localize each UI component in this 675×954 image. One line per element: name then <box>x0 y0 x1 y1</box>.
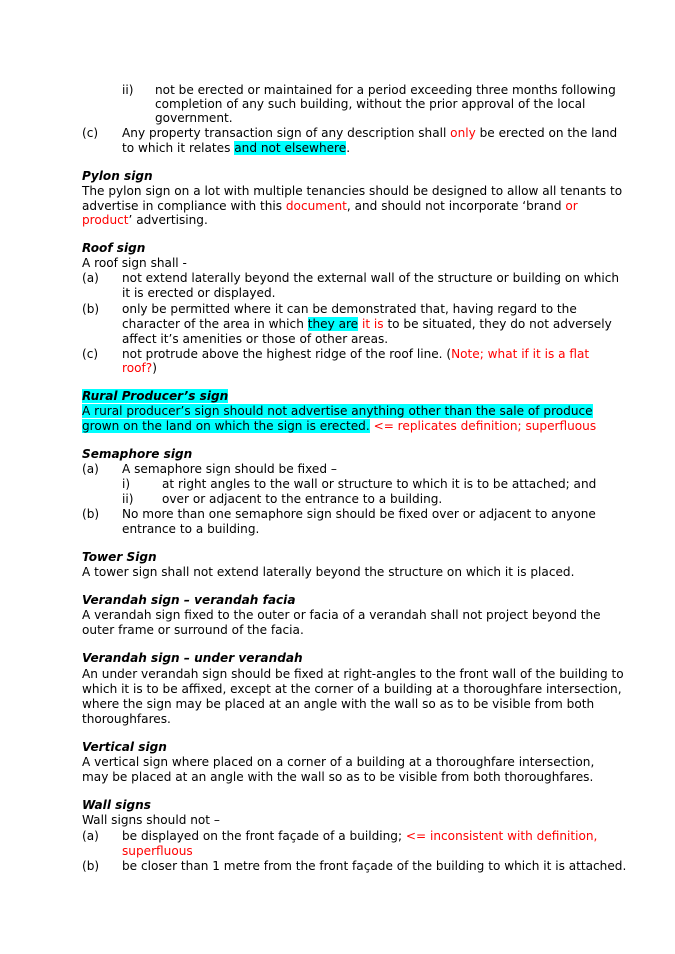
tracked-insertion: only <box>450 126 476 140</box>
section-heading: Wall signs <box>82 798 151 812</box>
highlighted-text: A rural producer’s sign should not advertise anything other than the sale of produce <box>82 404 593 418</box>
highlighted-text: they are <box>307 317 359 331</box>
text-run: to be situated, they do not adversely <box>383 317 612 331</box>
body-text: not extend laterally beyond the external wall of the structure or building on which <box>122 271 620 285</box>
review-comment: <= replicates definition; superfluous <box>369 419 597 433</box>
body-text: which it is to be affixed, except at the corner of a building at a thoroughfare intersection, <box>82 682 622 696</box>
body-text: An under verandah sign should be fixed at right-angles to the front wall of the building to <box>82 667 624 681</box>
body-text <box>122 361 157 375</box>
list-marker: (a) <box>82 271 99 285</box>
review-comment: Note; what if it is a flat <box>451 347 590 361</box>
list-marker: (b) <box>82 859 100 873</box>
body-text <box>82 404 593 418</box>
review-comment: roof? <box>122 361 153 375</box>
section-heading: Tower Sign <box>82 550 157 564</box>
body-text: where the sign may be placed at an angle with the wall so as to be visible from both <box>82 697 595 711</box>
body-text: No more than one semaphore sign should be fixed over or adjacent to anyone <box>122 507 596 521</box>
review-comment: <= inconsistent with definition, <box>405 829 598 843</box>
body-text: government. <box>155 111 233 125</box>
body-text: A roof sign shall - <box>82 256 187 270</box>
text-run: ) <box>152 361 157 375</box>
body-text: thoroughfares. <box>82 712 171 726</box>
text-run: character of the area in which <box>122 317 308 331</box>
text-run: be displayed on the front façade of a building; <box>122 829 406 843</box>
body-text: over or adjacent to the entrance to a building. <box>162 492 443 506</box>
body-text: it is erected or displayed. <box>122 286 276 300</box>
list-marker: (b) <box>82 302 100 316</box>
text-run: not protrude above the highest ridge of the roof line. ( <box>122 347 452 361</box>
tracked-insertion: or <box>565 199 578 213</box>
body-text <box>82 213 208 227</box>
body-text <box>122 126 617 140</box>
body-text: affect it’s amenities or those of other areas. <box>122 332 389 346</box>
text-run: . <box>346 141 351 155</box>
body-text: completion of any such building, without the prior approval of the local <box>155 97 586 111</box>
body-text: entrance to a building. <box>122 522 260 536</box>
section-heading: Pylon sign <box>82 169 153 183</box>
list-marker: (a) <box>82 462 99 476</box>
highlighted-text: grown on the land on which the sign is erected. <box>82 419 370 433</box>
body-text <box>122 347 589 361</box>
body-text <box>122 141 350 155</box>
body-text: only be permitted where it can be demonstrated that, having regard to the <box>122 302 577 316</box>
review-comment: superfluous <box>122 844 193 858</box>
list-marker: i) <box>122 477 131 491</box>
tracked-insertion: product <box>82 213 129 227</box>
tracked-insertion: document <box>285 199 347 213</box>
section-heading <box>82 389 228 403</box>
text-run: Any property transaction sign of any description shall <box>122 126 451 140</box>
list-marker: (a) <box>82 829 99 843</box>
section-heading: Verandah sign – verandah facia <box>82 593 296 607</box>
list-marker: (b) <box>82 507 100 521</box>
body-text <box>82 199 578 213</box>
body-text: A semaphore sign should be fixed – <box>122 462 337 476</box>
text-run: advertise in compliance with this <box>82 199 286 213</box>
list-marker: (c) <box>82 126 99 140</box>
body-text: A tower sign shall not extend laterally beyond the structure on which it is placed. <box>82 565 575 579</box>
highlighted-text: Rural Producer’s sign <box>82 389 229 403</box>
text-run: be erected on the land <box>475 126 618 140</box>
body-text <box>82 419 596 433</box>
body-text: not be erected or maintained for a period exceeding three months following <box>155 83 616 97</box>
body-text: A vertical sign where placed on a corner of a building at a thoroughfare intersection, <box>82 755 595 769</box>
body-text: may be placed at an angle with the wall so as to be visible from both thoroughfares. <box>82 770 594 784</box>
tracked-insertion: it is <box>361 317 384 331</box>
body-text: Wall signs should not – <box>82 813 220 827</box>
body-text: at right angles to the wall or structure to which it is to be attached; and <box>162 477 597 491</box>
body-text: The pylon sign on a lot with multiple tenancies should be designed to allow all tenants to <box>82 184 623 198</box>
list-marker: ii) <box>122 492 134 506</box>
list-marker: (c) <box>82 347 99 361</box>
text-run: , and should not incorporate ‘brand <box>346 199 566 213</box>
highlighted-text: and not elsewhere <box>234 141 347 155</box>
section-heading: Vertical sign <box>82 740 167 754</box>
section-heading: Semaphore sign <box>82 447 193 461</box>
section-heading: Roof sign <box>82 241 146 255</box>
body-text <box>122 829 597 843</box>
list-marker: ii) <box>122 83 134 97</box>
body-text <box>122 317 612 331</box>
body-text: be closer than 1 metre from the front façade of the building to which it is attached. <box>122 859 627 873</box>
body-text: A verandah sign fixed to the outer or facia of a verandah shall not project beyond the <box>82 608 601 622</box>
body-text <box>122 844 193 858</box>
text-run: ’ advertising. <box>128 213 208 227</box>
body-text: outer frame or surround of the facia. <box>82 623 304 637</box>
section-heading: Verandah sign – under verandah <box>82 651 303 665</box>
text-run: to which it relates <box>122 141 235 155</box>
